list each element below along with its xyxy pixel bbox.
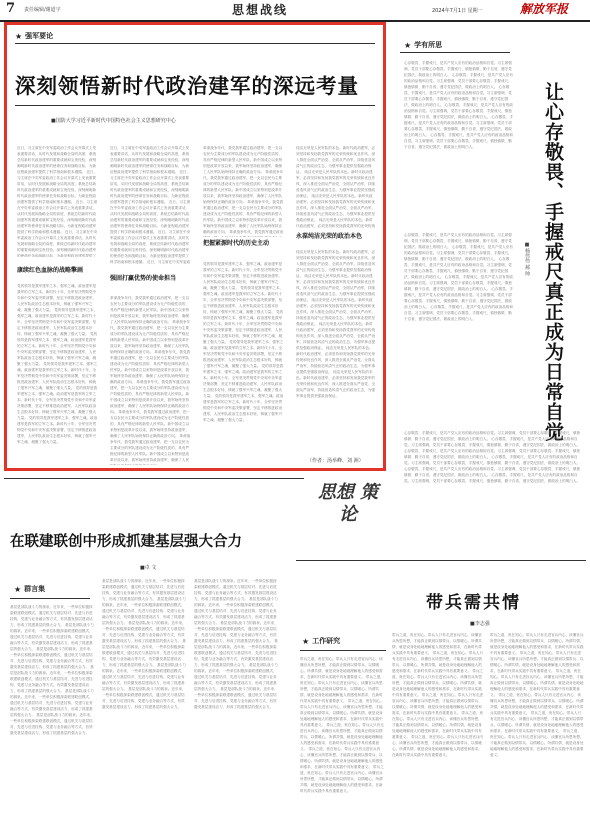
lower-left-column-2: 基层是部队战斗力的源泉。近年来，一些单位积极探索联建联创模式，通过机关与基层结对、先进与后进挂钩、党建与业务融合等方式，有效激发基层建设活力，形成了抓建基层的强大合力。 基层是部队战斗力的源泉。近年来，一些单位积极探索联建联创模式，通过机关与基层结对、先进与后进挂钩、党建与业务融合等方式，有效激发基层建设活力，形成了抓建基层的强大合力。 基层是部队战斗力的源泉。近年来，一些单位积极探索联建联创模式，通过机关与基层结对、先进与后进挂钩、党建与业务融合等方式，有效激发基层建设活力，形成了抓建基层的强大合力。 基层是部队战斗力的源泉。近年来，一些单位积极探索联建联创模式，通过机关与基层结对、先进与后进挂钩、党建与业务融合等方式，有效激发基层建设活力，形成了抓建基层的强大合力。 基层是部队战斗力的源泉。近年来，一些单位积极探索联建联创模式，通过机关与基层结对、先进与后进挂钩、党建与业务融合等方式，有效激发基层建设活力，形成了抓建基层的强大合力。 基层是部队战斗力的源泉。近年来，一些单位积极探索联建联创模式，通过机关与基层结对、先进与后进挂钩、党建与业务融合等方式，有效激发基层建设活力，形成了抓建基层的强大合力。: [102, 579, 186, 709]
divider: [10, 598, 90, 599]
divider: [296, 560, 586, 561]
editor-credit: 责任编辑/谢道宇: [24, 7, 61, 13]
lower-left-headline: 在联建联创中形成抓建基层强大合力: [10, 533, 242, 550]
star-icon: ★: [15, 31, 23, 41]
divider: [15, 105, 375, 106]
divider: [4, 478, 304, 479]
subhead-4: 永葆纯洁光荣的政治本色: [296, 233, 363, 240]
lower-left-column-1: 基层是部队战斗力的源泉。近年来，一些单位积极探索联建联创模式，通过机关与基层结对、先进与后进挂钩、党建与业务融合等方式，有效激发基层建设活力，形成了抓建基层的强大合力。 基层是部队战斗力的源泉。近年来，一些单位积极探索联建联创模式，通过机关与基层结对、先进与后进挂钩、党建与业务融合等方式，有效激发基层建设活力，形成了抓建基层的强大合力。 基层是部队战斗力的源泉。近年来，一些单位积极探索联建联创模式，通过机关与基层结对、先进与后进挂钩、党建与业务融合等方式，有效激发基层建设活力，形成了抓建基层的强大合力。 基层是部队战斗力的源泉。近年来，一些单位积极探索联建联创模式，通过机关与基层结对、先进与后进挂钩、党建与业务融合等方式，有效激发基层建设活力，形成了抓建基层的强大合力。 基层是部队战斗力的源泉。近年来，一些单位积极探索联建联创模式，通过机关与基层结对、先进与后进挂钩、党建与业务融合等方式，有效激发基层建设活力，形成了抓建基层的强大合力。 基层是部队战斗力的源泉。近年来，一些单位积极探索联建联创模式，通过机关与基层结对、先进与后进挂钩、党建与业务融合等方式，有效激发基层建设活力，形成了抓建基层的强大合力。: [10, 605, 94, 735]
sidebar-article: [400, 36, 586, 506]
lower-right-column-3: 带兵之道，贵在知心。带兵人只有走进官兵内心、读懂官兵所思所想，才能真正做到以情带兵、以情暖心。所谓共情，就是设身处地地理解他人的感受和需求，在新时代带兵实践中具有重要意义。 带兵之道，贵在知心。带兵人只有走进官兵内心、读懂官兵所思所想，才能真正做到以情带兵、以情暖心。所谓共情，就是设身处地地理解他人的感受和需求，在新时代带兵实践中具有重要意义。 带兵之道，贵在知心。带兵人只有走进官兵内心、读懂官兵所思所想，才能真正做到以情带兵、以情暖心。所谓共情，就是设身处地地理解他人的感受和需求，在新时代带兵实践中具有重要意义。 带兵之道，贵在知心。带兵人只有走进官兵内心、读懂官兵所思所想，才能真正做到以情带兵、以情暖心。所谓共情，就是设身处地地理解他人的感受和需求，在新时代带兵实践中具有重要意义。 带兵之道，贵在知心。带兵人只有走进官兵内心、读懂官兵所思所想，才能真正做到以情带兵、以情暖心。所谓共情，就是设身处地地理解他人的感受和需求，在新时代带兵实践中具有重要意义。 带兵之道，贵在知心。带兵人只有走进官兵内心、读懂官兵所思所想，才能真正做到以情带兵、以情暖心。所谓共情，就是设身处地地理解他人的感受和需求，在新时代带兵实践中具有重要意义。: [490, 633, 584, 757]
main-article-tag: [15, 31, 53, 41]
article-column-1b: 党的领导是我军建军之本、强军之魂。政治建军是我军的立军之本。新时代十年，全军坚决贯彻党中央和中央军委决策部署，坚定不移推进政治建军，人民军队政治生态根本好转，铸就了强军兴军之魂，凝聚了强大力量。 党的领导是我军建军之本、强军之魂。政治建军是我军的立军之本。新时代十年，全军坚决贯彻党中央和中央军委决策部署，坚定不移推进政治建军，人民军队政治生态根本好转，铸就了强军兴军之魂，凝聚了强大力量。 党的领导是我军建军之本、强军之魂。政治建军是我军的立军之本。新时代十年，全军坚决贯彻党中央和中央军委决策部署，坚定不移推进政治建军，人民军队政治生态根本好转，铸就了强军兴军之魂，凝聚了强大力量。 党的领导是我军建军之本、强军之魂。政治建军是我军的立军之本。新时代十年，全军坚决贯彻党中央和中央军委决策部署，坚定不移推进政治建军，人民军队政治生态根本好转，铸就了强军兴军之魂，凝聚了强大力量。 党的领导是我军建军之本、强军之魂。政治建军是我军的立军之本。新时代十年，全军坚决贯彻党中央和中央军委决策部署，坚定不移推进政治建军，人民军队政治生态根本好转，铸就了强军兴军之魂，凝聚了强大力量。 党的领导是我军建军之本、强军之魂。政治建军是我军的立军之本。新时代十年，全军坚决贯彻党中央和中央军委决策部署，坚定不移推进政治建军，人民军队政治生态根本好转，铸就了强军兴军之魂，凝聚了强大力量。: [17, 284, 98, 444]
main-article: [4, 22, 386, 471]
page-number: 7: [6, 1, 16, 16]
author-signature: （作者：汤举峰、刘 洲）: [307, 458, 364, 464]
lower-left-byline: ■卓 文: [140, 565, 157, 571]
article-column-2: 近日，习主席在中央军委政治工作会议开幕式上发表重要讲话，从时代发展和战略全局的高度，系统总结新时代政治建军的重要成就和宝贵经验，深刻阐明新时代政治建军的使命任务和战略目标，为新征程政治建军提供了科学指南和根本遵循。 近日，习主席在中央军委政治工作会议开幕式上发表重要讲话，从时代发展和战略全局的高度，系统总结新时代政治建军的重要成就和宝贵经验，深刻阐明新时代政治建军的使命任务和战略目标，为新征程政治建军提供了科学指南和根本遵循。 近日，习主席在中央军委政治工作会议开幕式上发表重要讲话，从时代发展和战略全局的高度，系统总结新时代政治建军的重要成就和宝贵经验，深刻阐明新时代政治建军的使命任务和战略目标，为新征程政治建军提供了科学指南和根本遵循。 近日，习主席在中央军委政治工作会议开幕式上发表重要讲话，从时代发展和战略全局的高度，系统总结新时代政治建军的重要成就和宝贵经验，深刻阐明新时代政治建军的使命任务和战略目标，为新征程政治建军提供了科学指南和根本遵循。 近日，习主席在中央军委政: [110, 146, 191, 264]
article-column-3b: 党的领导是我军建军之本、强军之魂。政治建军是我军的立军之本。新时代十年，全军坚决贯彻党中央和中央军委决策部署，坚定不移推进政治建军，人民军队政治生态根本好转，铸就了强军兴军之魂，凝聚了强大力量。 党的领导是我军建军之本、强军之魂。政治建军是我军的立军之本。新时代十年，全军坚决贯彻党中央和中央军委决策部署，坚定不移推进政治建军，人民军队政治生态根本好转，铸就了强军兴军之魂，凝聚了强大力量。 党的领导是我军建军之本、强军之魂。政治建军是我军的立军之本。新时代十年，全军坚决贯彻党中央和中央军委决策部署，坚定不移推进政治建军，人民军队政治生态根本好转，铸就了强军兴军之魂，凝聚了强大力量。 党的领导是我军建军之本、强军之魂。政治建军是我军的立军之本。新时代十年，全军坚决贯彻党中央和中央军委决策部署，坚定不移推进政治建军，人民军队政治生态根本好转，铸就了强军兴军之魂，凝聚了强大力量。 党的领导是我军建军之本、强军之魂。政治建军是我军的立军之本。新时代十年，全军坚决贯彻党中央和中央军委决策部署，坚定不移推进政治建军，人民军队政治生态根本好转，铸就了强军兴军之魂，凝聚了强大力量。 党的领导是我军建军之本、强军之魂。政治建军是我军的立军之本。新时代十年，全军坚决贯彻党中央和中央军委决策部署，坚定不移推进政治建军，人民军队政治生态根本好转，铸就了强军兴军之魂，凝聚了强大力量。: [203, 262, 284, 422]
article-column-1: 近日，习主席在中央军委政治工作会议开幕式上发表重要讲话，从时代发展和战略全局的高度，系统总结新时代政治建军的重要成就和宝贵经验，深刻阐明新时代政治建军的使命任务和战略目标，为新征程政治建军提供了科学指南和根本遵循。 近日，习主席在中央军委政治工作会议开幕式上发表重要讲话，从时代发展和战略全局的高度，系统总结新时代政治建军的重要成就和宝贵经验，深刻阐明新时代政治建军的使命任务和战略目标，为新征程政治建军提供了科学指南和根本遵循。 近日，习主席在中央军委政治工作会议开幕式上发表重要讲话，从时代发展和战略全局的高度，系统总结新时代政治建军的重要成就和宝贵经验，深刻阐明新时代政治建军的使命任务和战略目标，为新征程政治建军提供了科学指南和根本遵循。 近日，习主席在中央军委政治工作会议开幕式上发表重要讲话，从时代发展和战略全局的高度，系统总结新时代政治建军的重要成就和宝贵经验，深刻阐明新时代政治建军的使命任务和战略目标，为新征程政治建军提供了: [17, 146, 98, 257]
newspaper-logo: 解放军报: [520, 2, 569, 16]
lower-left-column-3: 基层是部队战斗力的源泉。近年来，一些单位积极探索联建联创模式，通过机关与基层结对、先进与后进挂钩、党建与业务融合等方式，有效激发基层建设活力，形成了抓建基层的强大合力。 基层是部队战斗力的源泉。近年来，一些单位积极探索联建联创模式，通过机关与基层结对、先进与后进挂钩、党建与业务融合等方式，有效激发基层建设活力，形成了抓建基层的强大合力。 基层是部队战斗力的源泉。近年来，一些单位积极探索联建联创模式，通过机关与基层结对、先进与后进挂钩、党建与业务融合等方式，有效激发基层建设活力，形成了抓建基层的强大合力。 基层是部队战斗力的源泉。近年来，一些单位积极探索联建联创模式，通过机关与基层结对、先进与后进挂钩、党建与业务融合等方式，有效激发基层建设活力，形成了抓建基层的强大合力。 基层是部队战斗力的源泉。近年来，一些单位积极探索联建联创模式，通过机关与基层结对、先进与后进挂钩、党建与业务融合等方式，有效激发基层建设活力，形成了抓建基层的强大合力。 基层是部队战斗力的源泉。近年来，一些单位积极探索联建联创模式，通过机关与基层结对、先进与后进挂钩、党建与业务融合等方式，有效激发基层建设活力，形成了抓建基层的强大合力。: [194, 579, 278, 709]
main-headline: 深刻领悟新时代政治建军的深远考量: [15, 74, 359, 98]
lower-right-column-1: 带兵之道，贵在知心。带兵人只有走进官兵内心、读懂官兵所思所想，才能真正做到以情带兵、以情暖心。所谓共情，就是设身处地地理解他人的感受和需求，在新时代带兵实践中具有重要意义。 带兵之道，贵在知心。带兵人只有走进官兵内心、读懂官兵所思所想，才能真正做到以情带兵、以情暖心。所谓共情，就是设身处地地理解他人的感受和需求，在新时代带兵实践中具有重要意义。 带兵之道，贵在知心。带兵人只有走进官兵内心、读懂官兵所思所想，才能真正做到以情带兵、以情暖心。所谓共情，就是设身处地地理解他人的感受和需求，在新时代带兵实践中具有重要意义。 带兵之道，贵在知心。带兵人只有走进官兵内心、读懂官兵所思所想，才能真正做到以情带兵、以情暖心。所谓共情，就是设身处地地理解他人的感受和需求，在新时代带兵实践中具有重要意义。 带兵之道，贵在知心。带兵人只有走进官兵内心、读懂官兵所思所想，才能真正做到以情带兵、以情暖心。所谓共情，就是设身处地地理解他人的感受和需求，在新时代带兵实践中具有重要意义。 带兵之道，贵在知心。带兵人只有走进官兵内心、读懂官兵所思所想，才能真正做到以情带兵、以情暖心。所谓共情，就是设身处地地理解他人的感受和需求，在新时代带兵实践中具有重要意义。: [300, 657, 384, 793]
sidebar-text-1: 心存敬畏、手握戒尺，是共产党人应有的政治品格和自觉。习主席强调，党员干部要心存敬畏、手握戒尺，慎独慎微、勤于自省，遵守党纪国法，做政治上的明白人。 心存敬畏、手握戒尺，是共产党人应有的政治品格和自觉。习主席强调，党员干部要心存敬畏、手握戒尺，慎独慎微、勤于自省，遵守党纪国法，做政治上的明白人。 心存敬畏、手握戒尺，是共产党人应有的政治品格和自觉。习主席强调，党员干部要心存敬畏、手握戒尺，慎独慎微、勤于自省，遵守党纪国法，做政治上的明白人。 心存敬畏、手握戒尺，是共产党人应有的政治品格和自觉。习主席强调，党员干部要心存敬畏、手握戒尺，慎独慎微、勤于自省，遵守党纪国法，做政治上的明白人。 心存敬畏、手握戒尺，是共产党人应有的政治品格和自觉。习主席强调，党员干部要心存敬畏、手握戒尺，慎独慎微、勤于自省，遵守党纪国法，做政治上的明白人。 心存敬畏、手握戒尺，是共产党人应有的政治品格和自觉。习主席强调，党员干部要心存敬畏、手握戒尺，慎独慎微、勤于自省，遵守党纪国法，做政治上的明白人。: [404, 61, 513, 149]
subhead-1: 康续红色血脉的战略擎画: [17, 267, 84, 274]
lower-right-tag: [302, 636, 340, 646]
subhead-3: 把握紧源时代的历史主动: [203, 240, 270, 247]
article-column-4b: 纯洁光荣是人民军队的本色。新时代政治建军，必须坚持和发扬我党我军的光荣传统和优良作风，深入推进全面从严治党、全面从严治军，持续营造风清气正的政治生态，为强军事业提供坚强政治保证。 纯洁光荣是人民军队的本色。新时代政治建军，必须坚持和发扬我党我军的光荣传统和优良作风，深入推进全面从严治党、全面从严治军，持续营造风清气正的政治生态，为强军事业提供坚强政治保证。 纯洁光荣是人民军队的本色。新时代政治建军，必须坚持和发扬我党我军的光荣传统和优良作风，深入推进全面从严治党、全面从严治军，持续营造风清气正的政治生态，为强军事业提供坚强政治保证。 纯洁光荣是人民军队的本色。新时代政治建军，必须坚持和发扬我党我军的光荣传统和优良作风，深入推进全面从严治党、全面从严治军，持续营造风清气正的政治生态，为强军事业提供坚强政治保证。 纯洁光荣是人民军队的本色。新时代政治建军，必须坚持和发扬我党我军的光荣传统和优良作风，深入推进全面从严治党、全面从严治军，持续营造风清气正的政治生态，为强军事业提供坚强政治保证。 纯洁光荣是人民军队的本色。新时代政治建军，必须坚持和发扬我党我军的光荣传统和优良作风，深入推进全面从严治党、全面从严治军，持续营造风清气正的政治生态，为强军事业提供坚强政治保证。: [296, 250, 376, 398]
tag-label: 群言集: [24, 585, 46, 593]
section-title: 思想战线: [232, 3, 289, 17]
sidebar-byline: ■杨伟伟 郝 帅: [524, 242, 530, 277]
divider: [400, 52, 510, 53]
star-icon: ★: [404, 40, 412, 50]
star-icon: ★: [302, 636, 310, 646]
sidebar-text-2: 心存敬畏、手握戒尺，是共产党人应有的政治品格和自觉。习主席强调，党员干部要心存敬畏、手握戒尺，慎独慎微、勤于自省，遵守党纪国法，做政治上的明白人。 心存敬畏、手握戒尺，是共产党人应有的政治品格和自觉。习主席强调，党员干部要心存敬畏、手握戒尺，慎独慎微、勤于自省，遵守党纪国法，做政治上的明白人。 心存敬畏、手握戒尺，是共产党人应有的政治品格和自觉。习主席强调，党员干部要心存敬畏、手握戒尺，慎独慎微、勤于自省，遵守党纪国法，做政治上的明白人。 心存敬畏、手握戒尺，是共产党人应有的政治品格和自觉。习主席强调，党员干部要心存敬畏、手握戒尺，慎独慎微、勤于自省，遵守党纪国法，做政治上的明白人。 心存敬畏、手握戒尺，是共产党人应有的政治品格和自觉。习主席强调，党员干部要心存敬畏、手握戒尺，慎独慎微、勤于自省，遵守党纪国法，做政治上的明白人。 心存敬畏、手握戒尺，是共产党人应有的政治品格和自觉。习主席强调，党员干部要心存敬畏、手握戒尺，慎独慎微、勤于自省，遵守党纪国法，做政治上的明白人。: [404, 233, 513, 321]
lower-right-headline: 带兵需共情: [426, 593, 521, 613]
sidebar-text-3: 心存敬畏、手握戒尺，是共产党人应有的政治品格和自觉。习主席强调，党员干部要心存敬畏、手握戒尺，慎独慎微、勤于自省，遵守党纪国法，做政治上的明白人。 心存敬畏、手握戒尺，是共产党人应有的政治品格和自觉。习主席强调，党员干部要心存敬畏、手握戒尺，慎独慎微、勤于自省，遵守党纪国法，做政治上的明白人。 心存敬畏、手握戒尺，是共产党人应有的政治品格和自觉。习主席强调，党员干部要心存敬畏、手握戒尺，慎独慎微、勤于自省，遵守党纪国法，做政治上的明白人。 心存敬畏、手握戒尺，是共产党人应有的政治品格和自觉。习主席强调，党员干部要心存敬畏、手握戒尺，慎独慎微、勤于自省，遵守党纪国法，做政治上的明白人。 心存敬畏、手握戒尺，是共产党人应有的政治品格和自觉。习主席强调，党员干部要心存敬畏、手握戒尺，慎独慎微、勤于自省，遵守党纪国法，做政治上的明白人。 心存敬畏、手握戒尺，是共产党人应有的政治品格和自觉。习主席强调，党员干部要心存敬畏、手握戒尺，慎独慎微、勤于自省，遵守党纪国法，做政治上的明白人。: [404, 431, 581, 483]
divider: [15, 43, 375, 44]
calligraphy-title: 思想 策论: [317, 482, 379, 525]
article-column-4: 纯洁光荣是人民军队的本色。新时代政治建军，必须坚持和发扬我党我军的光荣传统和优良作风，深入推进全面从严治党、全面从严治军，持续营造风清气正的政治生态，为强军事业提供坚强政治保证。 纯洁光荣是人民军队的本色。新时代政治建军，必须坚持和发扬我党我军的光荣传统和优良作风，深入推进全面从严治党、全面从严治军，持续营造风清气正的政治生态，为强军事业提供坚强政治保证。 纯洁光荣是人民军队的本色。新时代政治建军，必须坚持和发扬我党我军的光荣传统和优良作风，深入推进全面从严治党、全面从严治军，持续营造风清气正的政治生态，为强军事业提供坚强政治保证。 纯洁光荣是人民军队的本色。新时代政治建军，必须坚持和发扬我党我军的光荣传统: [296, 146, 376, 228]
main-byline: ■国防大学习近平新时代中国特色社会主义思想研究中心: [51, 118, 176, 124]
sidebar-tag: [404, 40, 442, 50]
lower-left-tag: [14, 584, 45, 594]
tag-label: 工作研究: [312, 637, 341, 645]
tag-label: 强军要论: [25, 32, 54, 40]
page-header: [0, 0, 590, 22]
star-icon: ★: [14, 584, 22, 594]
lower-right-byline: ■李志强: [470, 621, 490, 627]
issue-date: 2024年7月1日 星期一: [432, 8, 483, 14]
divider: [300, 650, 386, 651]
article-column-2b: 革命战争年代，我党我军通过政治建军，把一支以农民为主要成分的军队建设成为无产阶级性质的、具有严格纪律的新型人民军队。新中国成立以来特别是改革开放以来，我军始终坚持政治建军，确保了人民军队始终保持正确的政治方向。 革命战争年代，我党我军通过政治建军，把一支以农民为主要成分的军队建设成为无产阶级性质的、具有严格纪律的新型人民军队。新中国成立以来特别是改革开放以来，我军始终坚持政治建军，确保了人民军队始终保持正确的政治方向。 革命战争年代，我党我军通过政治建军，把一支以农民为主要成分的军队建设成为无产阶级性质的、具有严格纪律的新型人民军队。新中国成立以来特别是改革开放以来，我军始终坚持政治建军，确保了人民军队始终保持正确的政治方向。 革命战争年代，我党我军通过政治建军，把一支以农民为主要成分的军队建设成为无产阶级性质的、具有严格纪律的新型人民军队。新中国成立以来特别是改革开放以来，我军始终坚持政治建军，确保了人民军队始终保持正确的政治方向。 革命战争年代，我党我军通过政治建军，把一支以农民为主要成分的军队建设成为无产阶级性质的、具有严格纪律的新型人民军队。新中国成立以来特别是改革开放以来，我军始终坚持政治建军，确保了人民军队始终保持正确的政治方向。 革命战争年代，我党我军通过政治建军，把一支以农民为主要成分的军队建设成为无产阶级性质的、具有严格纪律的新型人民军队。新中国成立以来特别是改革开放以来，我军始终坚持政治建军，确保了人民: [110, 296, 191, 462]
tag-label: 学有所思: [414, 41, 443, 49]
subhead-2: 强固打赢优势的使命担当: [110, 275, 177, 282]
lower-right-column-2: 带兵之道，贵在知心。带兵人只有走进官兵内心、读懂官兵所思所想，才能真正做到以情带兵、以情暖心。所谓共情，就是设身处地地理解他人的感受和需求，在新时代带兵实践中具有重要意义。 带兵之道，贵在知心。带兵人只有走进官兵内心、读懂官兵所思所想，才能真正做到以情带兵、以情暖心。所谓共情，就是设身处地地理解他人的感受和需求，在新时代带兵实践中具有重要意义。 带兵之道，贵在知心。带兵人只有走进官兵内心、读懂官兵所思所想，才能真正做到以情带兵、以情暖心。所谓共情，就是设身处地地理解他人的感受和需求，在新时代带兵实践中具有重要意义。 带兵之道，贵在知心。带兵人只有走进官兵内心、读懂官兵所思所想，才能真正做到以情带兵、以情暖心。所谓共情，就是设身处地地理解他人的感受和需求，在新时代带兵实践中具有重要意义。 带兵之道，贵在知心。带兵人只有走进官兵内心、读懂官兵所思所想，才能真正做到以情带兵、以情暖心。所谓共情，就是设身处地地理解他人的感受和需求，在新时代带兵实践中具有重要意义。 带兵之道，贵在知心。带兵人只有走进官兵内心、读懂官兵所思所想，才能真正做到以情带兵、以情暖心。所谓共情，就是设身处地地理解他人的感受和需求，在新时代带兵实践中具有重要意义。: [392, 633, 483, 757]
sidebar-headline: 让心存敬畏、手握戒尺真正成为日常自觉: [542, 82, 564, 442]
article-column-3: 革命战争年代，我党我军通过政治建军，把一支以农民为主要成分的军队建设成为无产阶级性质的、具有严格纪律的新型人民军队。新中国成立以来特别是改革开放以来，我军始终坚持政治建军，确保了人民军队始终保持正确的政治方向。 革命战争年代，我党我军通过政治建军，把一支以农民为主要成分的军队建设成为无产阶级性质的、具有严格纪律的新型人民军队。新中国成立以来特别是改革开放以来，我军始终坚持政治建军，确保了人民军队始终保持正确的政治方向。 革命战争年代，我党我军通过政治建军，把一支以农民为主要成分的军队建设成为无产阶级性质的、具有严格纪律的新型人民军队。新中国成立以来特别是改革开放以来，我军始终坚持政治建军，确保了人民军队始终保持正确的政治方向。 革命战争年代，我党我军通过政治: [203, 146, 284, 234]
